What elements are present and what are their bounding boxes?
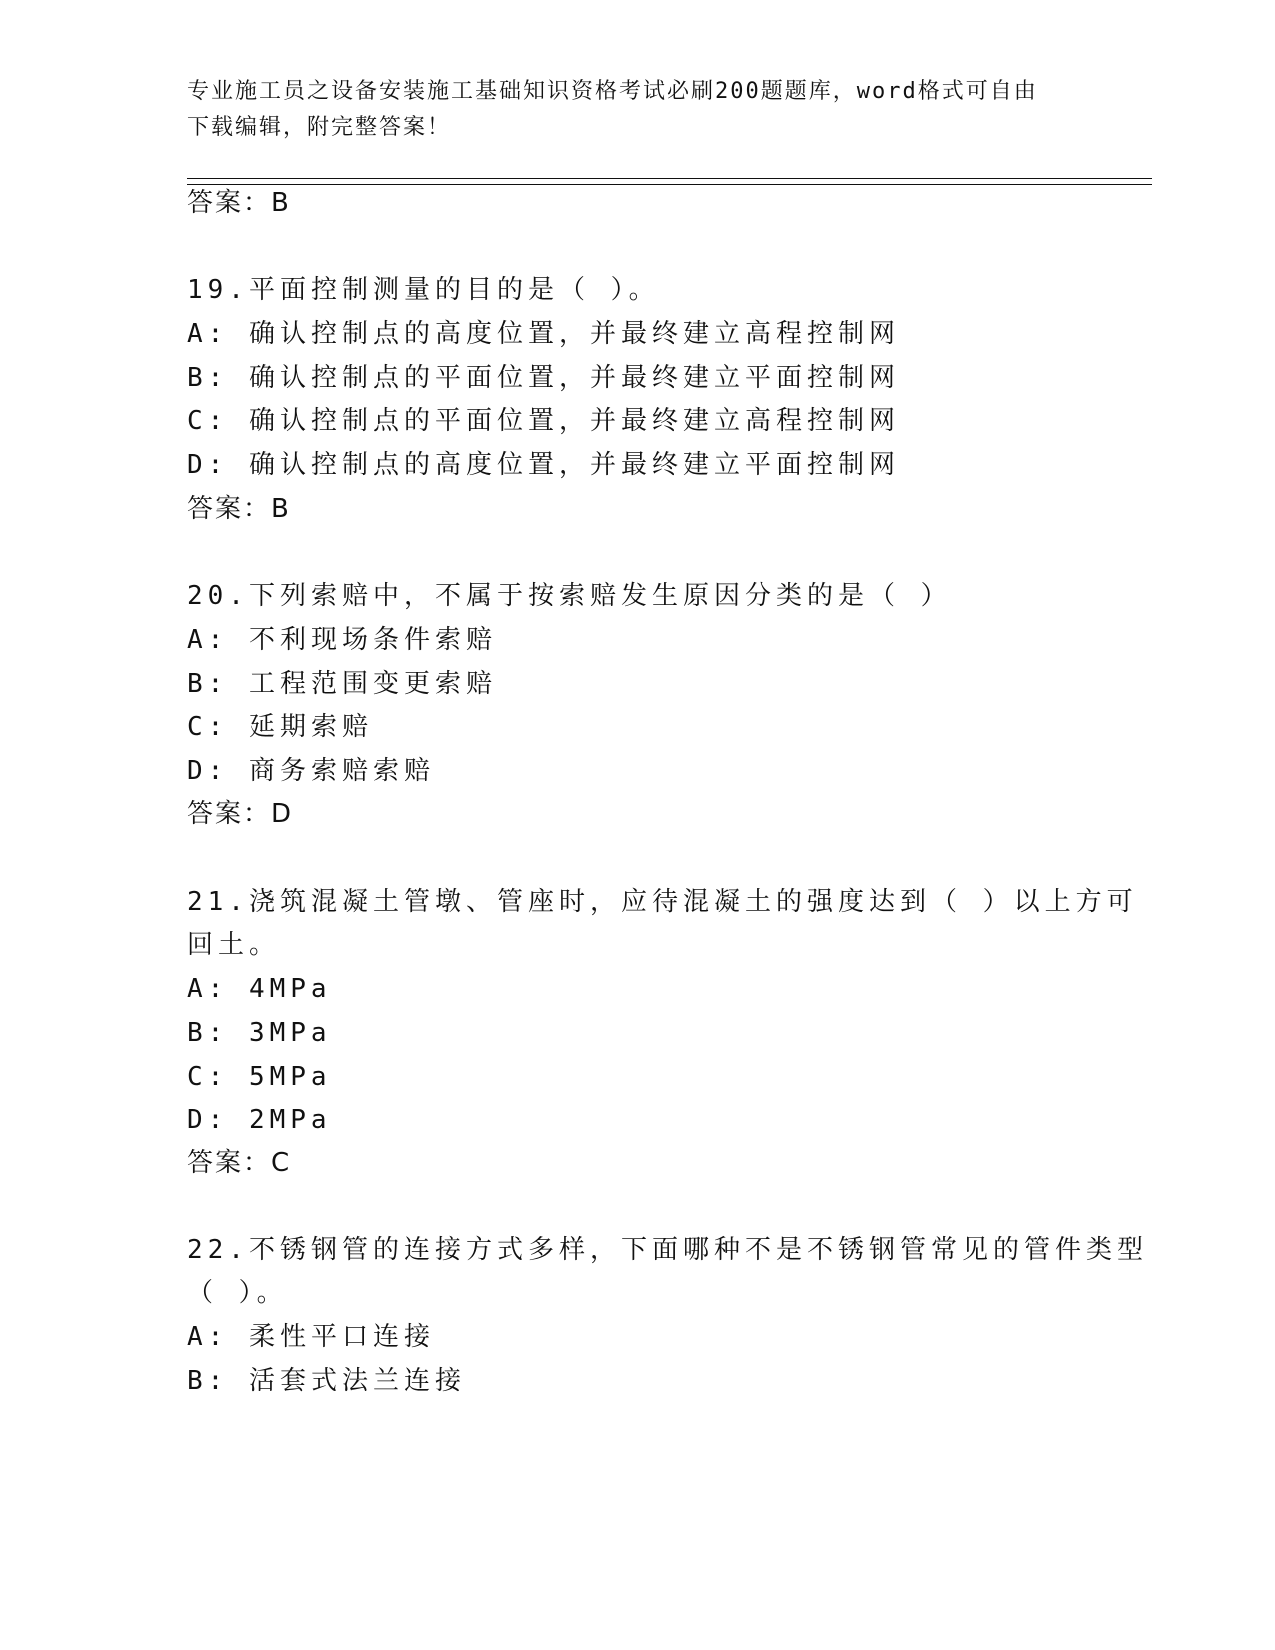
previous-question-answer: 答案：B — [187, 188, 291, 218]
question-19-answer: 答案：B — [187, 494, 291, 524]
question-19-option-c: C: 确认控制点的平面位置，并最终建立高程控制网 — [187, 406, 900, 436]
question-21-option-a: A: 4MPa — [187, 974, 332, 1004]
question-21-answer: 答案：C — [187, 1148, 292, 1178]
question-22-stem-line-2: （ ）。 — [187, 1278, 288, 1308]
header-divider-bottom — [187, 184, 1152, 185]
question-20-option-d: D: 商务索赔索赔 — [187, 756, 435, 786]
question-19-option-d: D: 确认控制点的高度位置，并最终建立平面控制网 — [187, 450, 900, 480]
question-20-option-a: A: 不利现场条件索赔 — [187, 625, 497, 655]
header-divider-top — [187, 178, 1152, 179]
question-21-option-d: D: 2MPa — [187, 1105, 332, 1135]
question-20-answer: 答案：D — [187, 799, 294, 829]
header-title-line-2: 下载编辑，附完整答案！ — [187, 115, 452, 140]
question-19-stem: 19.平面控制测量的目的是（ ）。 — [187, 275, 660, 305]
question-20-stem: 20.下列索赔中，不属于按索赔发生原因分类的是（ ） — [187, 581, 952, 611]
question-21-stem-line-1: 21.浇筑混凝土管墩、管座时，应待混凝土的强度达到（ ）以上方可 — [187, 887, 1138, 917]
question-19-option-b: B: 确认控制点的平面位置，并最终建立平面控制网 — [187, 363, 900, 393]
question-20-option-c: C: 延期索赔 — [187, 712, 373, 742]
question-19-option-a: A: 确认控制点的高度位置，并最终建立高程控制网 — [187, 319, 900, 349]
question-22-stem-line-1: 22.不锈钢管的连接方式多样，下面哪种不是不锈钢管常见的管件类型 — [187, 1235, 1148, 1265]
question-21-option-c: C: 5MPa — [187, 1062, 332, 1092]
question-20-option-b: B: 工程范围变更索赔 — [187, 669, 497, 699]
document-header — [187, 74, 1067, 146]
question-21-stem-line-2: 回土。 — [187, 930, 281, 960]
question-22-option-b: B: 活套式法兰连接 — [187, 1366, 466, 1396]
question-21-option-b: B: 3MPa — [187, 1018, 332, 1048]
header-title-line-1: 专业施工员之设备安装施工基础知识资格考试必刷200题题库，word格式可自由 — [187, 79, 1038, 104]
question-22-option-a: A: 柔性平口连接 — [187, 1322, 435, 1352]
